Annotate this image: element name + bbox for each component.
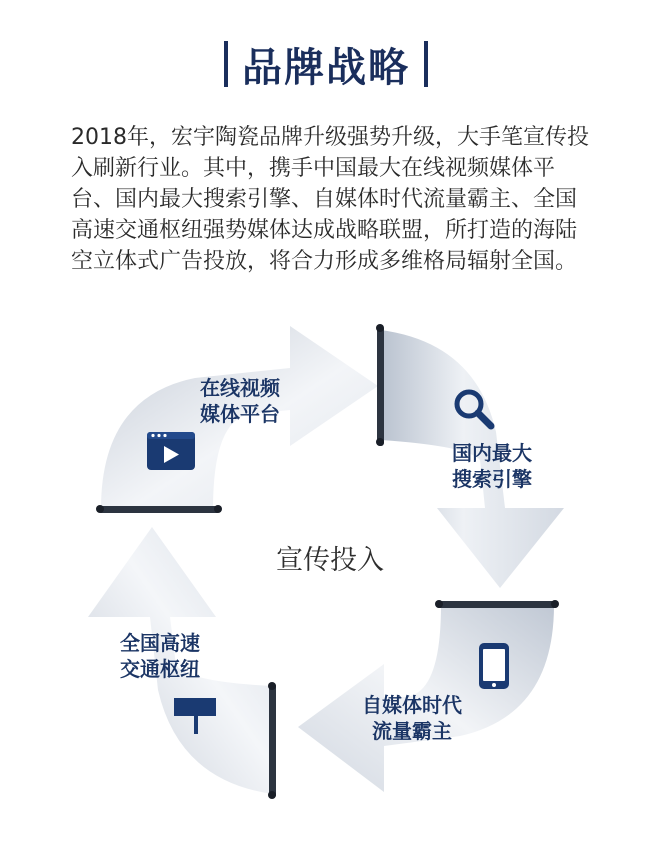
arrow-top-right-rail xyxy=(377,326,384,446)
segment-label-transport-line2: 交通枢纽 xyxy=(120,657,200,681)
segment-label-video xyxy=(190,375,290,427)
arrow-top-left-rail xyxy=(98,506,220,513)
segment-label-transport-line1: 全国高速 xyxy=(120,631,200,655)
center-label: 宣传投入 xyxy=(276,545,384,576)
segment-label-search-line2: 搜索引擎 xyxy=(452,467,532,491)
segment-label-search-line1: 国内最大 xyxy=(452,441,532,465)
segment-label-video-line1: 在线视频 xyxy=(200,376,280,400)
video-player-icon xyxy=(147,432,195,470)
segment-label-selfmedia-line1: 自媒体时代 xyxy=(362,693,462,717)
smartphone-icon xyxy=(479,643,509,689)
segment-label-selfmedia xyxy=(352,692,472,744)
segment-label-video-line2: 媒体平台 xyxy=(200,402,280,426)
segment-label-search xyxy=(442,440,542,492)
segment-label-transport xyxy=(110,630,210,682)
intro-paragraph: 2018年，宏宇陶瓷品牌升级强势升级，大手笔宣传投入刷新行业。其中，携手中国最大在线视频媒体平台、国内最大搜索引擎、自媒体时代流量霸主、全国高速交通枢纽强势媒体达成战略联盟，所打造的海陆空立体式广告投放，将合力形成多维格局辐射全国。 xyxy=(71,125,589,274)
segment-label-selfmedia-line2: 流量霸主 xyxy=(372,719,452,743)
page-title: 品牌战略 xyxy=(242,44,410,91)
arrow-bottom-right-rail xyxy=(436,601,558,608)
arrow-bottom-left-rail xyxy=(269,683,276,798)
